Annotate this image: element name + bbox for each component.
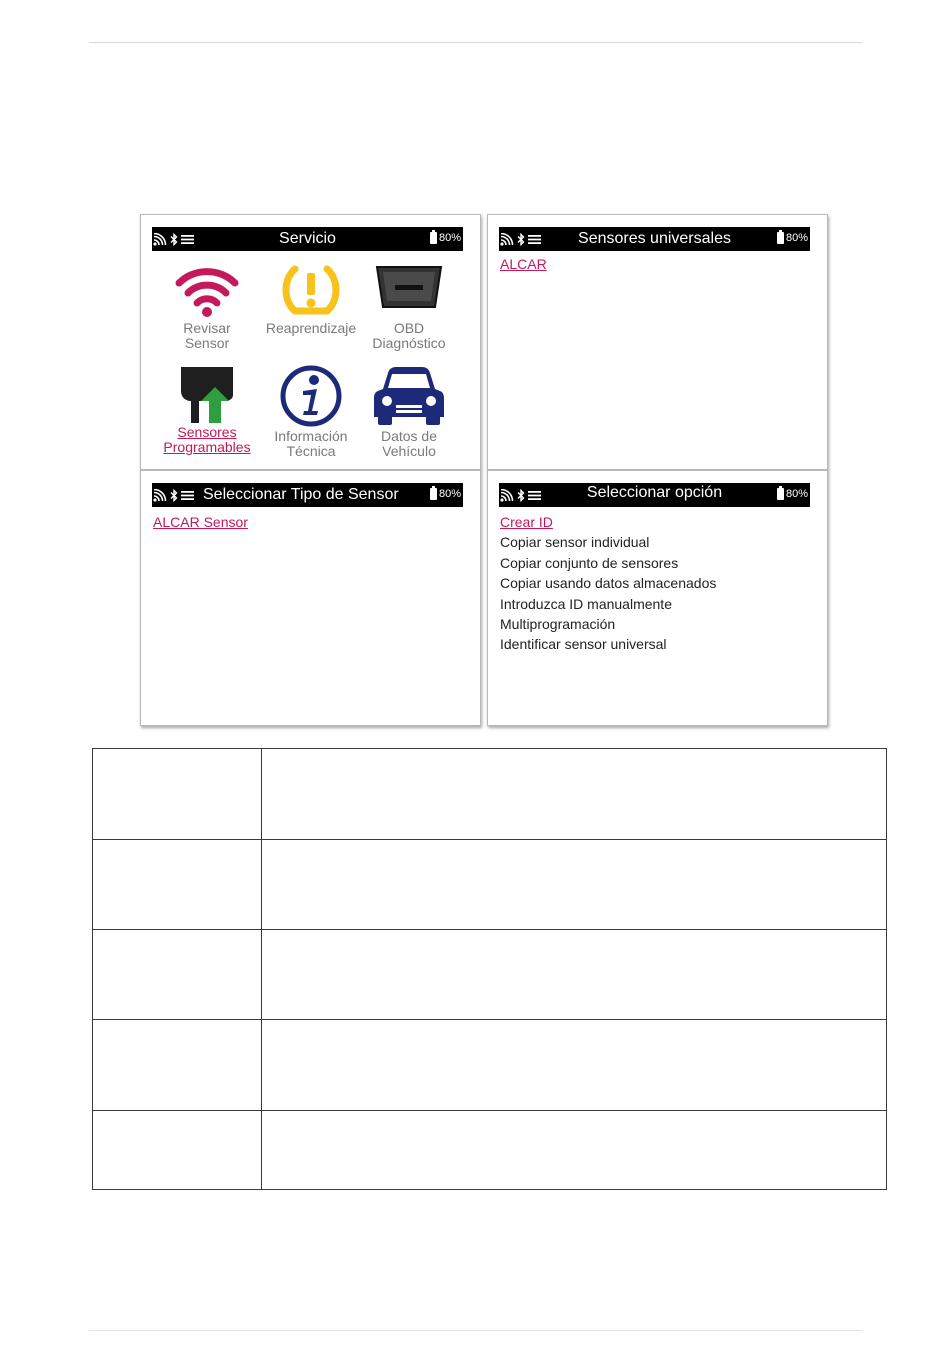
menu-option-alcar-sensor[interactable]: ALCAR Sensor: [153, 514, 248, 530]
battery-icon: [777, 488, 784, 500]
page-header-rule: [89, 42, 862, 43]
tile-revisar-sensor[interactable]: [157, 263, 257, 351]
description-table: [92, 748, 887, 1190]
battery-indicator: [430, 232, 461, 244]
tile-informacion-tecnica[interactable]: [261, 365, 361, 459]
sensores-universales-screen: [487, 214, 828, 470]
menu-option-copiar-individual[interactable]: Copiar sensor individual: [500, 534, 650, 550]
status-bar: [499, 483, 810, 507]
menu-option-identificar-universal[interactable]: Identificar sensor universal: [500, 636, 667, 652]
tpms-warning-icon: [277, 263, 345, 319]
status-bar: [152, 227, 463, 251]
table-row: [93, 749, 887, 840]
car-icon: [372, 365, 446, 427]
bluetooth-icon: [170, 489, 178, 502]
status-bar: [499, 227, 810, 251]
battery-icon: [430, 488, 437, 500]
seleccionar-opcion-screen: [487, 470, 828, 726]
tile-sensores-programables[interactable]: [157, 365, 257, 455]
table-row: [93, 840, 887, 930]
screen-title: Seleccionar Tipo de Sensor: [203, 486, 399, 503]
obd-connector-icon: [373, 263, 445, 319]
table-row: [93, 930, 887, 1020]
menu-option-introduzca-id[interactable]: Introduzca ID manualmente: [500, 596, 672, 612]
tile-label: Reaprendizaje: [265, 320, 357, 336]
table-row: [93, 1111, 887, 1190]
battery-indicator: [777, 488, 808, 500]
tile-datos-vehiculo[interactable]: [359, 365, 459, 459]
table-cell: [262, 749, 887, 840]
menu-option-multiprogramacion[interactable]: Multiprogramación: [500, 616, 616, 632]
servicio-screen: [140, 214, 481, 470]
tile-label: Datos de Vehículo: [380, 428, 438, 459]
signal-icon: [153, 489, 167, 502]
table-cell: [262, 840, 887, 930]
battery-level: 80%: [785, 232, 808, 244]
status-bar: [152, 483, 463, 507]
screen-title: Sensores universales: [578, 230, 731, 247]
table-cell: [93, 749, 262, 840]
menu-icon[interactable]: [181, 490, 194, 501]
battery-indicator: [430, 488, 461, 500]
tipo-sensor-screen: [140, 470, 481, 726]
menu-option-copiar-almacenados[interactable]: Copiar usando datos almacenados: [500, 575, 717, 591]
battery-indicator: [777, 232, 808, 244]
table-cell: [262, 1020, 887, 1111]
page-footer-rule: [89, 1330, 862, 1331]
screen-title: Servicio: [279, 230, 336, 247]
menu-option-crear-id[interactable]: Crear ID: [500, 514, 553, 530]
battery-level: 80%: [785, 488, 808, 500]
tile-label: OBD Diagnóstico: [372, 320, 446, 351]
battery-level: 80%: [438, 232, 461, 244]
tile-label: Revisar Sensor: [183, 320, 231, 351]
tile-obd-diagnostico[interactable]: [359, 263, 459, 351]
menu-option-alcar[interactable]: ALCAR: [500, 256, 547, 272]
table-cell: [93, 840, 262, 930]
programmable-sensor-icon: [173, 365, 241, 423]
wifi-signal-icon: [173, 263, 241, 319]
battery-level: 80%: [438, 488, 461, 500]
table-cell: [93, 930, 262, 1020]
tile-label: Sensores Programables: [163, 424, 251, 455]
battery-icon: [777, 232, 784, 244]
table-cell: [93, 1020, 262, 1111]
table-row: [93, 1020, 887, 1111]
table-cell: [262, 930, 887, 1020]
screen-title: Seleccionar opción: [586, 484, 723, 501]
battery-icon: [430, 232, 437, 244]
table-cell: [93, 1111, 262, 1190]
tile-label: Información Técnica: [274, 428, 348, 459]
menu-option-copiar-conjunto[interactable]: Copiar conjunto de sensores: [500, 555, 679, 571]
info-icon: [279, 365, 343, 427]
table-cell: [262, 1111, 887, 1190]
tile-reaprendizaje[interactable]: [261, 263, 361, 336]
